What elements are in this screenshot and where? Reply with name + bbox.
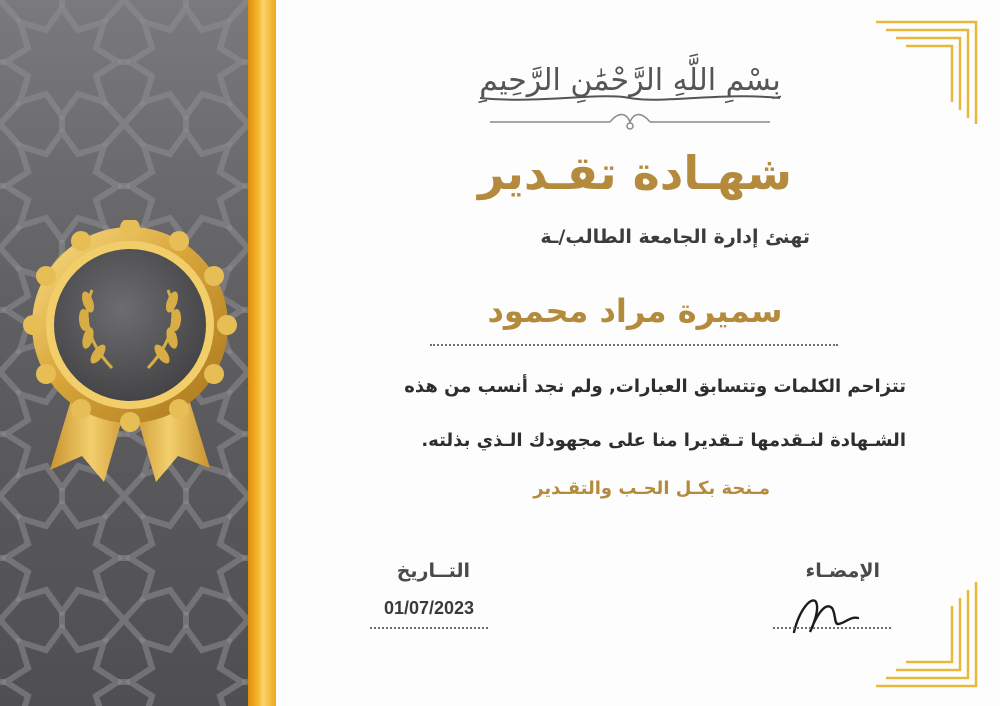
date-label: التــاريخ <box>396 560 470 582</box>
top-right-corner-frame-icon <box>876 20 980 128</box>
basmala-text: بِسْمِ اللَّهِ الرَّحْمَٰنِ الرَّحِيمِ <box>479 63 781 98</box>
date-value: 01/07/2023 <box>383 598 475 618</box>
handwritten-signature-icon <box>790 588 860 638</box>
body-line-1: تتزاحم الكلمات وتتسابق العبارات, ولم نجد أنسب من هذه <box>404 376 906 397</box>
body-line-2: الشـهادة لنـقدمها تـقديرا منا على مجهودك الـذي بذلته. <box>421 430 906 451</box>
gold-medal-with-laurel-icon <box>20 220 240 490</box>
closing-text: مـنحة بكـل الحـب والتقـدير <box>533 478 770 499</box>
name-underline <box>430 344 838 346</box>
date-underline <box>370 627 488 629</box>
calligraphy-ornament-icon <box>460 42 800 134</box>
certificate-title: شهـادة تقـدير <box>478 146 792 200</box>
recipient-name: سميرة مراد محمود <box>487 292 783 330</box>
signature-label: الإمضـاء <box>805 560 880 582</box>
gold-stripe <box>248 0 276 706</box>
signature-underline <box>773 627 891 629</box>
greeting-text: تهنئ إدارة الجامعة الطالب/ـة <box>540 226 810 248</box>
bottom-right-corner-frame-icon <box>876 582 980 690</box>
